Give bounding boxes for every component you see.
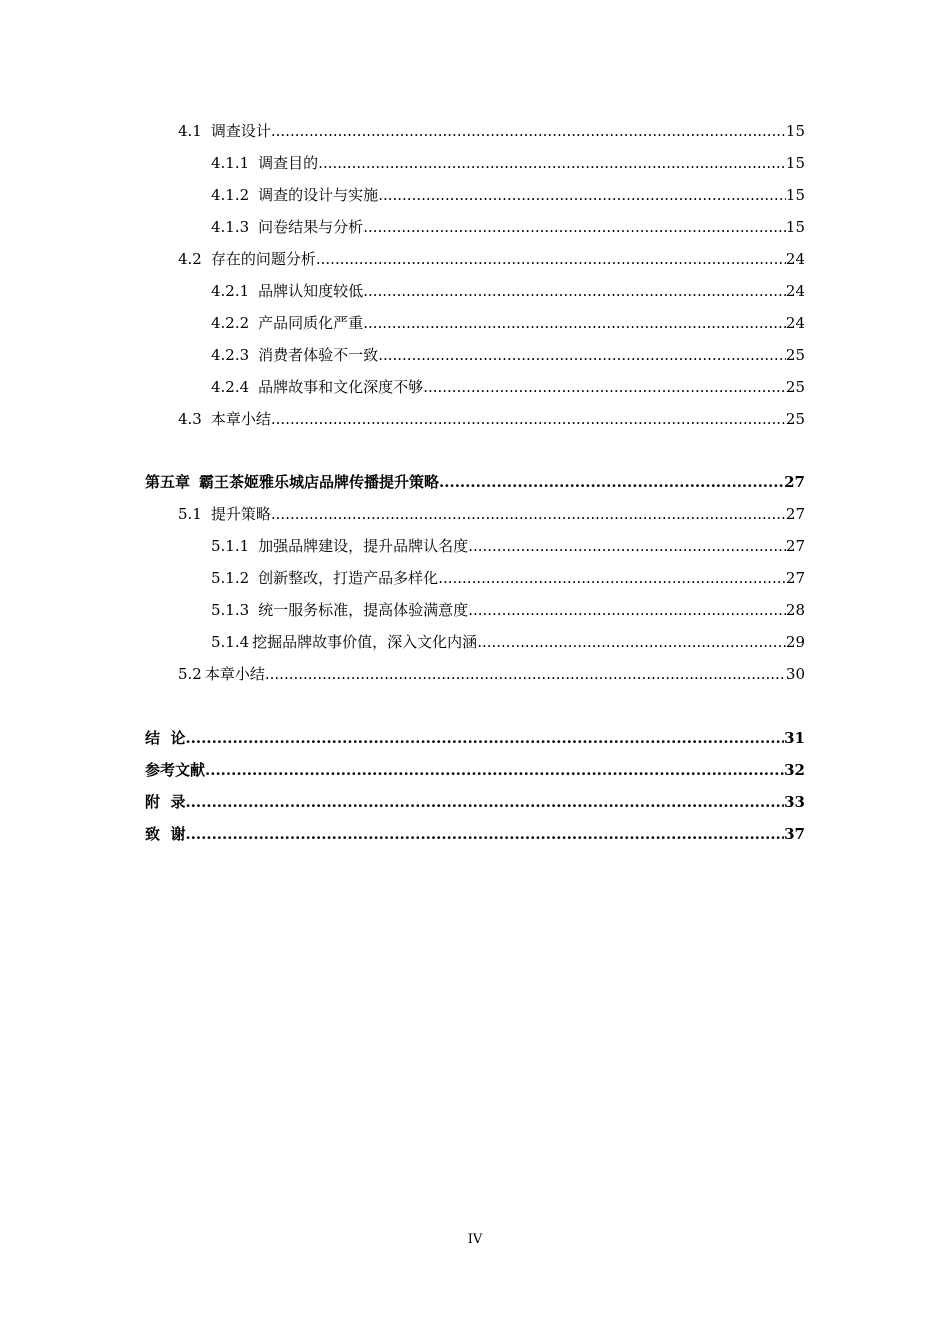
toc-dot-leader: [271, 120, 786, 142]
toc-entry-number: 5.1.1: [211, 537, 250, 555]
toc-dot-leader: [438, 567, 786, 589]
toc-dot-leader: [477, 631, 786, 653]
toc-entry-number: 4.3: [178, 410, 202, 428]
toc-entry-number: 第五章: [145, 473, 191, 491]
toc-entry-5-1-2[interactable]: [211, 567, 805, 589]
toc-dot-leader: [363, 280, 786, 302]
toc-entry-title: 产品同质化严重: [258, 314, 364, 332]
toc-entry-page: 25: [785, 410, 805, 428]
toc-entry-4-1-3[interactable]: [211, 216, 805, 238]
toc-entry-page: 24: [785, 282, 805, 300]
toc-entry-conclusion[interactable]: [145, 727, 805, 749]
toc-entry-number: 4.1: [178, 122, 202, 140]
toc-entry-number: 5.1: [178, 505, 202, 523]
toc-entry-title: 本章小结: [204, 665, 265, 683]
toc-entry-page: 28: [785, 601, 805, 619]
toc-entry-page: 31: [784, 729, 805, 747]
toc-entry-4-1-2[interactable]: [211, 184, 805, 206]
toc-entry-number: 4.2: [178, 250, 202, 268]
toc-entry-title: 挖掘品牌故事价值，深入文化内涵: [252, 633, 478, 651]
toc-entry-5-1-1[interactable]: [211, 535, 805, 557]
toc-entry-page: 24: [785, 314, 805, 332]
toc-entry-4-1-1[interactable]: [211, 152, 805, 174]
toc-entry-page: 27: [785, 537, 805, 555]
toc-entry-page: 15: [785, 122, 805, 140]
toc-entry-title: 消费者体验不一致: [258, 346, 379, 364]
toc-entry-number: 4.1.3: [211, 218, 250, 236]
toc-entry-page: 15: [785, 218, 805, 236]
toc-entry-title: 调查的设计与实施: [258, 186, 379, 204]
toc-entry-number: 4.2.1: [211, 282, 250, 300]
toc-entry-title: 品牌故事和文化深度不够: [258, 378, 424, 396]
toc-entry-title: 结 论: [145, 729, 186, 747]
toc-entry-page: 25: [785, 346, 805, 364]
toc-entry-page: 25: [785, 378, 805, 396]
toc-entry-4-1[interactable]: [178, 120, 805, 142]
toc-entry-page: 27: [784, 473, 805, 491]
toc-entry-page: 27: [785, 569, 805, 587]
toc-dot-leader: [185, 727, 784, 749]
toc-dot-leader: [363, 216, 786, 238]
toc-entry-page: 37: [784, 825, 805, 843]
toc-dot-leader: [271, 408, 786, 430]
toc-entry-5-1[interactable]: [178, 503, 805, 525]
toc-entry-title: 品牌认知度较低: [258, 282, 364, 300]
toc-entry-number: 5.1.2: [211, 569, 250, 587]
toc-entry-title: 提升策略: [210, 505, 271, 523]
toc-entry-page: 33: [784, 793, 805, 811]
toc-entry-page: 24: [785, 250, 805, 268]
toc-entry-title: 调查设计: [210, 122, 271, 140]
toc-entry-page: 32: [784, 761, 805, 779]
toc-entry-number: 4.1.2: [211, 186, 250, 204]
toc-entry-5-2[interactable]: [178, 663, 805, 685]
toc-entry-title: 致 谢: [145, 825, 186, 843]
toc-entry-number: 5.1.3: [211, 601, 250, 619]
toc-entry-title: 调查目的: [258, 154, 319, 172]
toc-entry-page: 15: [785, 186, 805, 204]
toc-entry-4-2-4[interactable]: [211, 376, 805, 398]
toc-entry-references[interactable]: [145, 759, 805, 781]
toc-dot-leader: [318, 152, 786, 174]
toc-entry-title: 加强品牌建设，提升品牌认名度: [258, 537, 469, 555]
toc-entry-title: 本章小结: [210, 410, 271, 428]
toc-entry-title: 附 录: [145, 793, 186, 811]
toc-dot-leader: [316, 248, 786, 270]
toc-dot-leader: [378, 184, 786, 206]
toc-entry-appendix[interactable]: [145, 791, 805, 813]
toc-entry-number: 4.1.1: [211, 154, 250, 172]
toc-entry-title: 创新整改，打造产品多样化: [258, 569, 439, 587]
toc-dot-leader: [185, 791, 784, 813]
toc-entry-page: 29: [785, 633, 805, 651]
toc-entry-5-1-3[interactable]: [211, 599, 805, 621]
toc-dot-leader: [205, 759, 784, 781]
toc-dot-leader: [265, 663, 786, 685]
toc-dot-leader: [271, 503, 786, 525]
page-number-footer: IV: [467, 1232, 483, 1247]
toc-entry-page: 15: [785, 154, 805, 172]
toc-dot-leader: [439, 471, 784, 493]
toc-entry-number: 4.2.4: [211, 378, 250, 396]
toc-entry-title: 统一服务标准，提高体验满意度: [258, 601, 469, 619]
toc-entry-title: 参考文献: [145, 761, 206, 779]
toc-dot-leader: [185, 823, 784, 845]
toc-entry-title: 霸王茶姬雅乐城店品牌传播提升策略: [199, 473, 440, 491]
toc-entry-number: 5.2: [178, 665, 202, 683]
toc-entry-number: 4.2.2: [211, 314, 250, 332]
toc-dot-leader: [423, 376, 786, 398]
toc-entry-number: 4.2.3: [211, 346, 250, 364]
toc-entry-title: 问卷结果与分析: [258, 218, 364, 236]
toc-entry-4-2-3[interactable]: [211, 344, 805, 366]
toc-entry-4-2-1[interactable]: [211, 280, 805, 302]
toc-entry-page: 30: [785, 665, 805, 683]
toc-dot-leader: [468, 599, 786, 621]
toc-entry-4-2[interactable]: [178, 248, 805, 270]
toc-dot-leader: [363, 312, 786, 334]
toc-entry-page: 27: [785, 505, 805, 523]
toc-entry-4-3[interactable]: [178, 408, 805, 430]
toc-entry-title: 存在的问题分析: [210, 250, 316, 268]
toc-entry-5-1-4[interactable]: [211, 631, 805, 653]
toc-dot-leader: [468, 535, 786, 557]
toc-entry-number: 5.1.4: [211, 633, 250, 651]
toc-entry-chapter-5[interactable]: [145, 471, 805, 493]
toc-entry-4-2-2[interactable]: [211, 312, 805, 334]
toc-dot-leader: [378, 344, 786, 366]
toc-entry-acknowledgements[interactable]: [145, 823, 805, 845]
